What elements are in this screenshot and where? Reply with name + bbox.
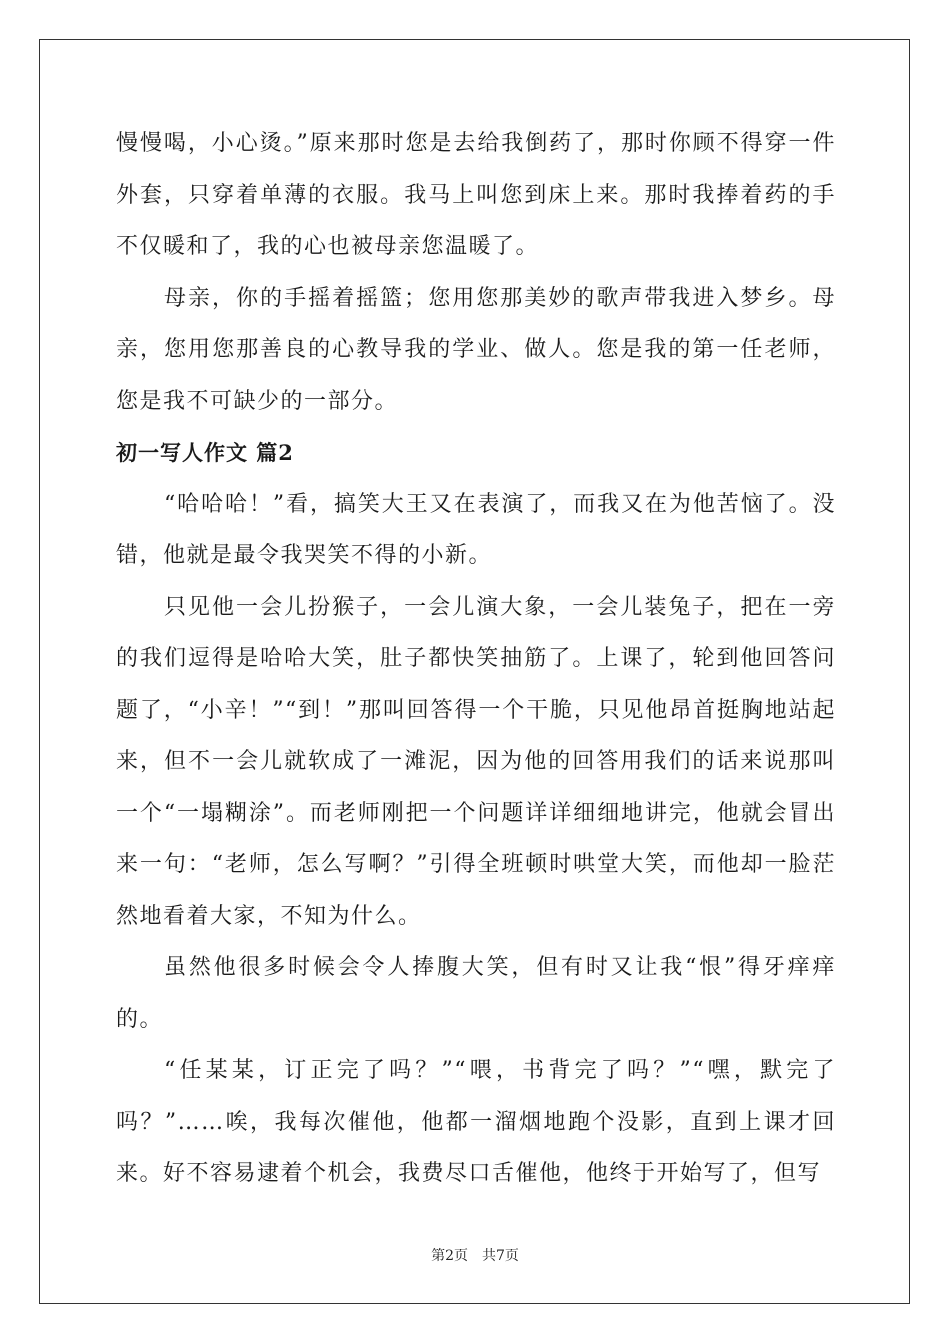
page-total: 共7页	[482, 1248, 519, 1264]
document-body	[116, 118, 836, 1200]
paragraph: 母亲，你的手摇着摇篮；您用您那美妙的歌声带我进入梦乡。母亲，您用您那善良的心教导我的学业、做人。您是我的第一任老师，您是我不可缺少的一部分。	[116, 285, 836, 414]
paragraph: 虽然他很多时候会令人捧腹大笑，但有时又让我“恨”得牙痒痒的。	[116, 955, 836, 1032]
paragraph: “哈哈哈！”看，搞笑大王又在表演了，而我又在为他苦恼了。没错，他就是最令我哭笑不得的小新。	[116, 491, 836, 568]
page-footer	[0, 1245, 950, 1265]
paragraph: 只见他一会儿扮猴子，一会儿演大象，一会儿装兔子，把在一旁的我们逗得是哈哈大笑，肚子都快笑抽筋了。上课了，轮到他回答问题了，“小辛！”“到！”那叫回答得一个干脆，只见他昂首挺胸地站起来，但不一会儿就软成了一滩泥，因为他的回答用我们的话来说那叫一个“一塌糊涂”。而老师刚把一个问题详详细细地讲完，他就会冒出来一句：“老师，怎么写啊？”引得全班顿时哄堂大笑，而他却一脸茫然地看着大家，不知为什么。	[116, 594, 836, 929]
paragraph: 慢慢喝，小心烫。”原来那时您是去给我倒药了，那时你顾不得穿一件外套，只穿着单薄的衣服。我马上叫您到床上来。那时我捧着药的手不仅暖和了，我的心也被母亲您温暖了。	[116, 131, 836, 259]
page-number: 第2页	[431, 1248, 468, 1264]
paragraph: “任某某，订正完了吗？”“喂，书背完了吗？”“嘿，默完了吗？”……唉，我每次催他，他都一溜烟地跑个没影，直到上课才回来。好不容易逮着个机会，我费尽口舌催他，他终于开始写了，但写	[116, 1058, 836, 1186]
section-title: 初一写人作文 篇2	[116, 440, 294, 465]
